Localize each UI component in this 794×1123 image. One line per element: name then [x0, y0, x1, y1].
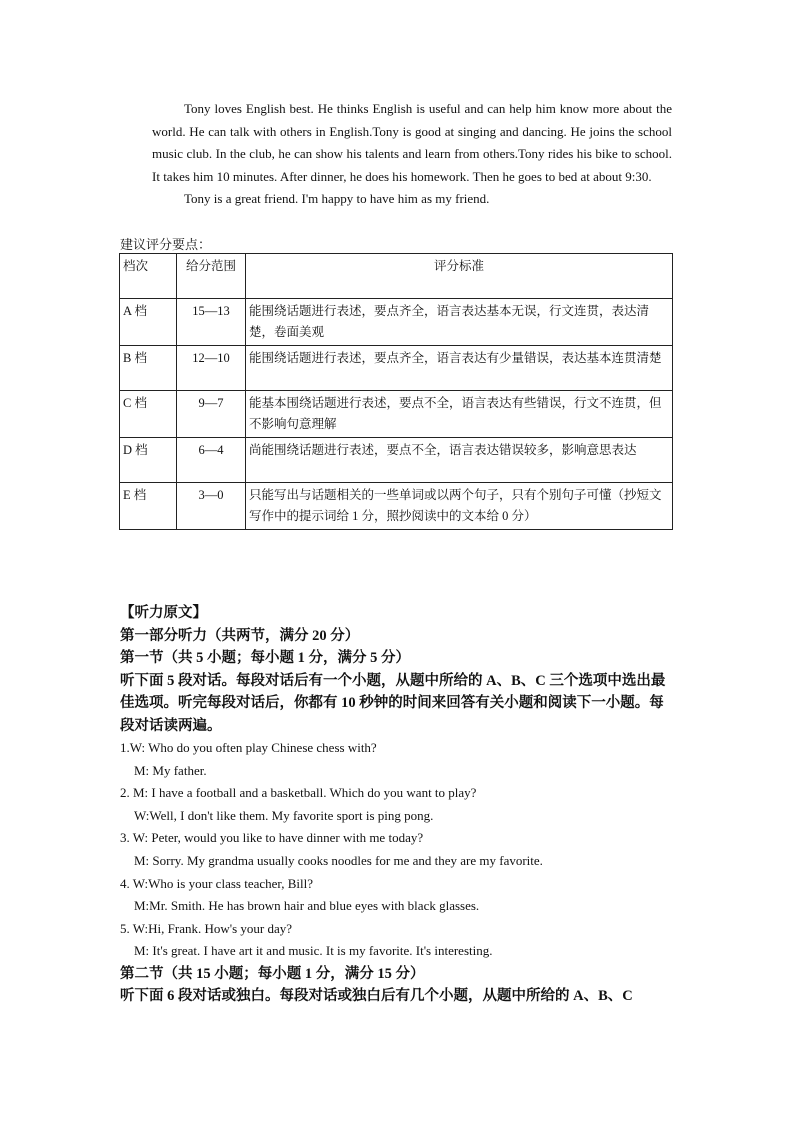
section-heading: 第一节（共 5 小题；每小题 1 分，满分 5 分）	[120, 650, 410, 666]
grade-cell: A 档	[120, 299, 177, 346]
range-cell: 6—4	[177, 438, 246, 483]
grade-cell: B 档	[120, 346, 177, 391]
dialogue-answer: W:Well, I don't like them. My favorite sport is ping pong.	[134, 807, 434, 823]
model-essay	[152, 98, 672, 211]
grade-cell: C 档	[120, 391, 177, 438]
dialogue-answer: M: It's great. I have art it and music. It is my favorite. It's interesting.	[134, 943, 493, 959]
essay-paragraph: Tony loves English best. He thinks English is useful and can help him know more about the world. He can talk with others in English.Tony is good at singing and dancing. He joins the school music club. In the club, he can show his talents and learn from others.Tony rides his bike to school. It takes him 10 minutes. After dinner, he does his homework. Then he goes to bed at about 9:30.	[152, 101, 672, 184]
table-row	[120, 483, 673, 530]
grade-cell: E 档	[120, 483, 177, 530]
header-standard: 评分标准	[246, 254, 673, 299]
table-header-row	[120, 254, 673, 299]
table-row	[120, 438, 673, 483]
range-cell: 12—10	[177, 346, 246, 391]
standard-cell: 能基本围绕话题进行表述，要点不全，语言表达有些错误，行文不连贯，但不影响句意理解	[246, 391, 673, 438]
section-heading: 第二节（共 15 小题；每小题 1 分，满分 15 分）	[120, 965, 425, 982]
listening-title: 【听力原文】	[120, 605, 207, 621]
table-row	[120, 299, 673, 346]
essay-paragraph: Tony is a great friend. I'm happy to have him as my friend.	[184, 191, 490, 206]
dialogue-question: 3. W: Peter, would you like to have dinner with me today?	[120, 830, 424, 846]
dialogue-answer: M: My father.	[134, 762, 207, 778]
header-range: 给分范围	[177, 254, 246, 299]
section-instructions: 听下面 5 段对话。每段对话后有一个小题，从题中所给的 A、B、C 三个选项中选出最佳选项。听完每段对话后，你都有 10 秒钟的时间来回答有关小题和阅读下一小题。每段对话读两遍。	[120, 672, 666, 734]
part-heading: 第一部分听力（共两节，满分 20 分）	[120, 627, 360, 644]
dialogue-answer: M: Sorry. My grandma usually cooks noodles for me and they are my favorite.	[134, 852, 543, 868]
grade-cell: D 档	[120, 438, 177, 483]
criteria-title: 建议评分要点：	[120, 237, 212, 252]
scoring-table	[119, 253, 673, 530]
dialogue-question: 4. W:Who is your class teacher, Bill?	[120, 875, 313, 891]
range-cell: 9—7	[177, 391, 246, 438]
standard-cell: 能围绕话题进行表述，要点齐全，语言表达有少量错误，表达基本连贯清楚	[246, 346, 673, 391]
dialogue-question: 1.W: Who do you often play Chinese chess with?	[120, 740, 377, 755]
standard-cell: 只能写出与话题相关的一些单词或以两个句子，只有个别句子可懂（抄短文写作中的提示词给 1 分，照抄阅读中的文本给 0 分）	[246, 483, 673, 530]
range-cell: 15—13	[177, 299, 246, 346]
standard-cell: 能围绕话题进行表述，要点齐全，语言表达基本无误，行文连贯，表达清楚，卷面美观	[246, 299, 673, 346]
table-row	[120, 391, 673, 438]
table-row	[120, 346, 673, 391]
dialogue-question: 2. M: I have a football and a basketball. Which do you want to play?	[120, 785, 477, 801]
listening-transcript	[120, 602, 675, 1008]
standard-cell: 尚能围绕话题进行表述，要点不全，语言表达错误较多，影响意思表达	[246, 438, 673, 483]
section-instructions: 听下面 6 段对话或独白。每段对话或独白后有几个小题，从题中所给的 A、B、C	[120, 988, 633, 1005]
header-grade: 档次	[120, 254, 177, 299]
range-cell: 3—0	[177, 483, 246, 530]
dialogue-question: 5. W:Hi, Frank. How's your day?	[120, 920, 293, 936]
dialogue-answer: M:Mr. Smith. He has brown hair and blue eyes with black glasses.	[134, 898, 480, 914]
